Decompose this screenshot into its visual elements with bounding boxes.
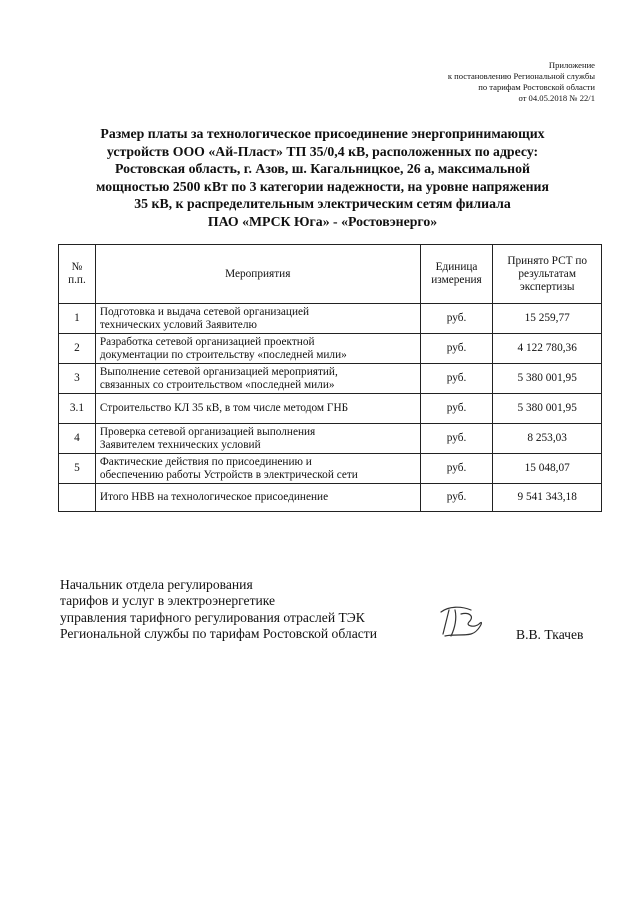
title-line: 35 кВ, к распределительным электрическим сетям филиала: [134, 196, 511, 211]
header-num-line1: №: [71, 261, 83, 273]
row-name: [95, 364, 420, 394]
row-name-line: Проверка сетевой организацией выполнения: [99, 425, 316, 438]
table-total-row: [59, 484, 602, 512]
header-unit-line1: Единица: [435, 261, 478, 273]
appendix-line: от 04.05.2018 № 22/1: [518, 93, 595, 103]
header-value-line1: Принято РСТ по: [507, 254, 588, 267]
row-value: 4 122 780,36: [493, 334, 602, 364]
row-value: 8 253,03: [493, 424, 602, 454]
signer-name: В.В. Ткачев: [516, 627, 584, 642]
header-value-line2: результатам: [518, 267, 576, 280]
row-name-line: Подготовка и выдача сетевой организацией: [99, 305, 310, 318]
header-num-line2: п.п.: [68, 274, 86, 286]
table-row: [59, 394, 602, 424]
title-line: мощностью 2500 кВт по 3 категории надежности, на уровне напряжения: [96, 178, 549, 194]
title-line: ПАО «МРСК Юга» - «Ростовэнерго»: [207, 213, 438, 229]
table-header-row: [59, 245, 602, 304]
position-line: Региональной службы по тарифам Ростовской области: [60, 626, 377, 642]
appendix-line: по тарифам Ростовской области: [478, 82, 595, 92]
row-value: 5 380 001,95: [493, 364, 602, 394]
header-value: [493, 245, 602, 304]
total-num: [59, 484, 96, 512]
row-name-line: документации по строительству «последней мили»: [99, 348, 347, 361]
header-name: Мероприятия: [95, 245, 420, 304]
row-name: [95, 334, 420, 364]
document-title: [70, 125, 575, 230]
appendix-note: [335, 60, 595, 104]
table-row: [59, 424, 602, 454]
row-num: 4: [59, 424, 96, 454]
appendix-line: Приложение: [548, 60, 595, 70]
row-num: 5: [59, 454, 96, 484]
row-name-line: связанных со строительством «последней мили»: [99, 378, 335, 391]
title-line: Размер платы за технологическое присоединение энергопринимающих: [100, 126, 545, 141]
header-unit-line2: измерения: [431, 274, 482, 286]
row-num: 2: [59, 334, 96, 364]
total-name: Итого НВВ на технологическое присоединение: [95, 484, 420, 512]
row-name-line: Выполнение сетевой организацией мероприятий,: [99, 365, 338, 378]
row-name: [95, 454, 420, 484]
position-line: управления тарифного регулирования отраслей ТЭК: [60, 609, 365, 625]
row-name: [95, 394, 420, 424]
row-name-line: обеспечению работы Устройств в электрической сети: [99, 468, 358, 481]
row-name: [95, 304, 420, 334]
row-num: 1: [59, 304, 96, 334]
total-value: 9 541 343,18: [493, 484, 602, 512]
handwritten-signature: [435, 602, 495, 640]
row-value: 15 259,77: [493, 304, 602, 334]
header-unit: [420, 245, 493, 304]
row-num: 3.1: [59, 394, 96, 424]
row-unit: руб.: [420, 394, 493, 424]
fee-table: [58, 244, 602, 512]
row-value: 15 048,07: [493, 454, 602, 484]
position-line: Начальник отдела регулирования: [60, 577, 253, 592]
table-row: [59, 334, 602, 364]
row-unit: руб.: [420, 424, 493, 454]
row-value: 5 380 001,95: [493, 394, 602, 424]
row-unit: руб.: [420, 334, 493, 364]
row-name-line: Разработка сетевой организацией проектной: [99, 335, 315, 348]
table-row: [59, 454, 602, 484]
row-name-line: технических условий Заявителю: [99, 318, 257, 331]
row-unit: руб.: [420, 304, 493, 334]
position-line: тарифов и услуг в электроэнергетике: [60, 593, 276, 609]
appendix-line: к постановлению Региональной службы: [447, 71, 595, 81]
title-line: Ростовская область, г. Азов, ш. Кагальницкое, 26 а, максимальной: [115, 161, 530, 176]
header-num: [59, 245, 96, 304]
row-unit: руб.: [420, 364, 493, 394]
signatory-position: [60, 577, 420, 643]
table-row: [59, 304, 602, 334]
total-unit: руб.: [420, 484, 493, 512]
table-row: [59, 364, 602, 394]
title-line: устройств ООО «Ай-Пласт» ТП 35/0,4 кВ, расположенных по адресу:: [106, 143, 539, 159]
row-name-line: Заявителем технических условий: [99, 438, 261, 451]
header-value-line3: экспертизы: [519, 280, 575, 293]
row-unit: руб.: [420, 454, 493, 484]
row-name-line: Строительство КЛ 35 кВ, в том числе методом ГНБ: [99, 402, 349, 414]
row-num: 3: [59, 364, 96, 394]
row-name: [95, 424, 420, 454]
row-name-line: Фактические действия по присоединению и: [99, 455, 312, 468]
